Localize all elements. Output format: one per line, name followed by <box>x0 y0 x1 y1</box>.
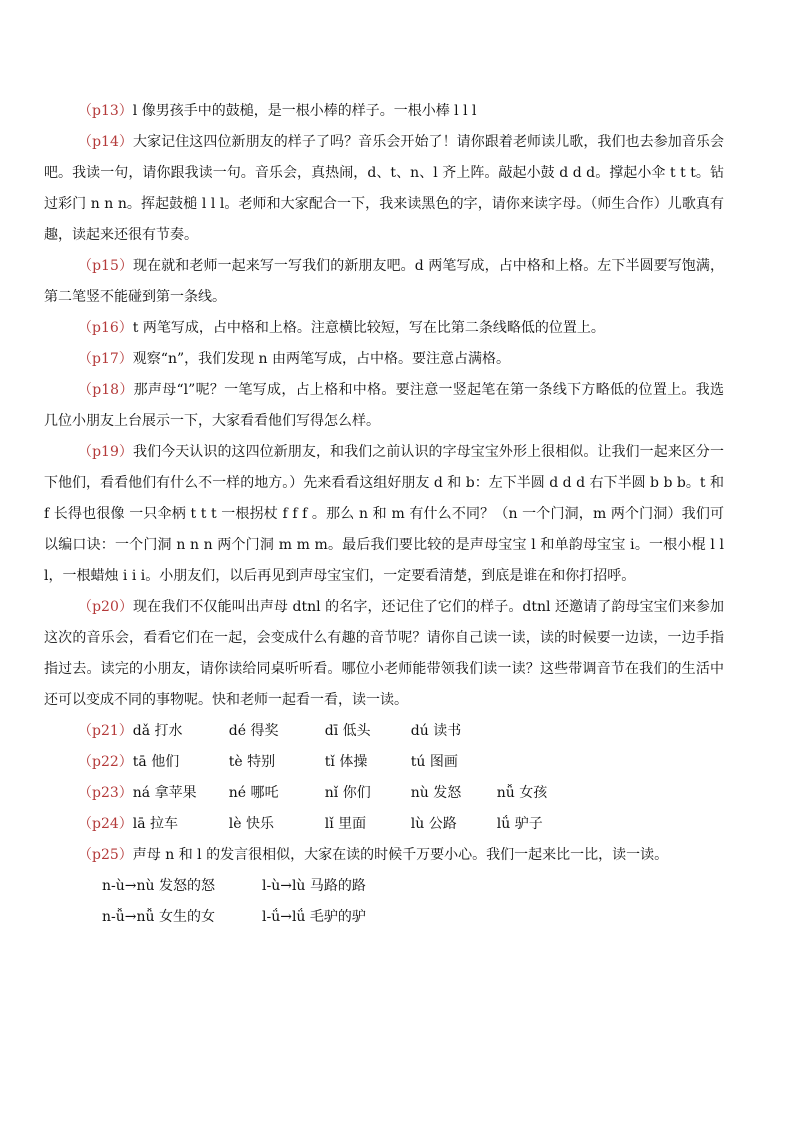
paragraph-p13 <box>44 96 724 127</box>
comparison-line <box>44 902 724 933</box>
page-tag: （p14） <box>78 134 133 150</box>
syllable-row-p22 <box>44 747 724 778</box>
syllable-row-p24 <box>44 809 724 840</box>
syllable-item: tā 他们 <box>132 754 180 770</box>
comparison-right: l-ǘ→lǘ 毛驴的驴 <box>262 909 366 925</box>
paragraph-text: 我们今天认识的这四位新朋友，和我们之前认识的字母宝宝外形上很相似。让我们一起来区分一下他们，看看他们有什么不一样的地方。）先来看看这组好朋友 d 和 b：左下半圆 d d d 右下半圆 b b b。t 和 f 长得也很像 一只伞柄 t t t 一根拐杖 f f f 。那么 n 和 m 有什么不同？（n 一个门洞，m 两个门洞）我们可以编口诀：一个门洞 n n n 两个门洞 m m m。最后我们要比较的是声母宝宝 l 和单韵母宝宝 i。一根小棍 l l l，一根蜡烛 i i i。小朋友们，以后再见到声母宝宝们，一定要看清楚，到底是谁在和你打招呼。 <box>44 444 724 584</box>
paragraph-p19 <box>44 437 724 592</box>
comparison-right: l-ù→lù 马路的路 <box>262 878 366 894</box>
paragraph-text: 那声母“l”呢？一笔写成，占上格和中格。要注意一竖起笔在第一条线下方略低的位置上。我选几位小朋友上台展示一下，大家看看他们写得怎么样。 <box>44 382 725 429</box>
comparison-left: n-ù→nù 发怒的怒 <box>102 878 215 894</box>
syllable-item: dú 读书 <box>410 723 462 739</box>
page-tag: （p18） <box>78 382 134 398</box>
syllable-item: tú 图画 <box>410 754 458 770</box>
syllable-item: tè 特别 <box>228 754 276 770</box>
paragraph-p20 <box>44 592 724 716</box>
syllable-item: né 哪吒 <box>228 785 279 801</box>
paragraph-text: t 两笔写成，占中格和上格。注意横比较短，写在比第二条线略低的位置上。 <box>132 320 605 336</box>
page-tag: （p21） <box>78 723 133 739</box>
syllable-item: lù 公路 <box>410 816 457 832</box>
paragraph-text: 现在我们不仅能叫出声母 dtnl 的名字，还记住了它们的样子。dtnl 还邀请了韵母宝宝们来参加这次的音乐会，看看它们在一起，会变成什么有趣的音节呢？请你自己读一读，读的时候要一边读，一边手指指过去。读完的小朋友，请你读给同桌听听看。哪位小老师能带领我们读一读？这些带调音节在我们的生活中还可以变成不同的事物呢。快和老师一起看一看，读一读。 <box>44 599 724 708</box>
page-tag: （p17） <box>78 351 133 367</box>
paragraph-text: l 像男孩手中的鼓槌，是一根小棒的样子。一根小棒 l l l <box>132 103 477 119</box>
syllable-item: lǐ 里面 <box>324 816 367 832</box>
syllable-item: lè 快乐 <box>228 816 274 832</box>
document-page <box>44 96 724 933</box>
syllable-item: lā 拉车 <box>132 816 179 832</box>
syllable-item: dǎ 打水 <box>132 723 183 739</box>
page-tag: （p16） <box>78 320 133 336</box>
paragraph-text: 大家记住这四位新朋友的样子了吗？音乐会开始了！请你跟着老师读儿歌，我们也去参加音乐会吧。我读一句，请你跟我读一句。音乐会，真热闹，d、t、n、l 齐上阵。敲起小鼓 d d d。撑起小伞 t t t。钻过彩门 n n n。挥起鼓槌 l l l。老师和大家配合一下，我来读黑色的字，请你来读字母。（师生合作）儿歌真有趣，读起来还很有节奏。 <box>44 134 724 243</box>
paragraph-text: 观察“n”，我们发现 n 由两笔写成，占中格。要注意占满格。 <box>132 351 511 367</box>
page-tag: （p15） <box>78 258 134 274</box>
paragraph-p18 <box>44 375 724 437</box>
page-tag: （p24） <box>78 816 133 832</box>
syllable-item: ná 拿苹果 <box>132 785 197 801</box>
page-tag: （p20） <box>78 599 134 615</box>
comparison-left: n-ǚ→nǚ 女生的女 <box>102 909 215 925</box>
syllable-row-p21 <box>44 716 724 747</box>
page-tag: （p19） <box>78 444 133 460</box>
syllable-item: nǐ 你们 <box>324 785 371 801</box>
paragraph-p25 <box>44 840 724 871</box>
syllable-item: tǐ 体操 <box>324 754 368 770</box>
syllable-item: dī 低头 <box>324 723 371 739</box>
paragraph-text: 现在就和老师一起来写一写我们的新朋友吧。d 两笔写成，占中格和上格。左下半圆要写饱满，第二笔竖不能碰到第一条线。 <box>44 258 724 305</box>
syllable-row-p23 <box>44 778 724 809</box>
paragraph-p16 <box>44 313 724 344</box>
syllable-item: nǚ 女孩 <box>496 785 548 801</box>
syllable-item: dé 得奖 <box>228 723 279 739</box>
syllable-item: nù 发怒 <box>410 785 462 801</box>
page-tag: （p13） <box>78 103 133 119</box>
paragraph-p15 <box>44 251 724 313</box>
comparison-line <box>44 871 724 902</box>
page-tag: （p25） <box>78 847 133 863</box>
page-tag: （p23） <box>78 785 133 801</box>
syllable-item: lǘ 驴子 <box>496 816 543 832</box>
paragraph-p14 <box>44 127 724 251</box>
paragraph-p17 <box>44 344 724 375</box>
paragraph-text: 声母 n 和 l 的发言很相似，大家在读的时候千万要小心。我们一起来比一比，读一读。 <box>132 847 669 863</box>
page-tag: （p22） <box>78 754 133 770</box>
